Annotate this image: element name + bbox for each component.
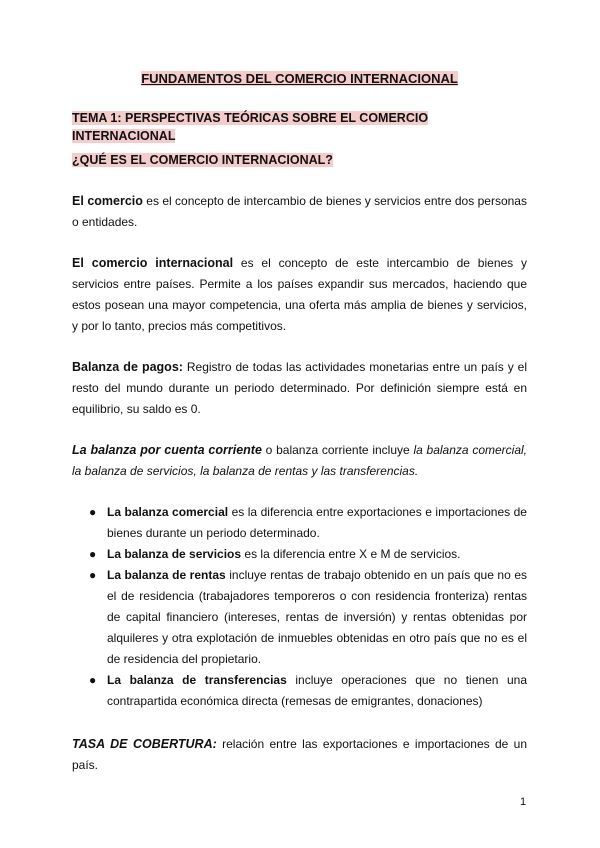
- bullet-term: La balanza de rentas: [107, 568, 226, 582]
- tema-heading-text: TEMA 1: PERSPECTIVAS TEÓRICAS SOBRE EL COMERCIO INTERNACIONAL: [72, 111, 429, 143]
- list-item: [72, 670, 527, 712]
- text-cuenta-corriente-italic: la balanza comercial, la balanza de servicios, la balanza de rentas y las transferencias.: [72, 443, 527, 478]
- paragraph-comercio: [72, 191, 527, 233]
- paragraph-balanza-pagos: [72, 357, 527, 420]
- list-item: [72, 544, 527, 565]
- paragraph-cuenta-corriente: [72, 440, 527, 482]
- term-cuenta-corriente: La balanza por cuenta corriente: [72, 443, 262, 457]
- bullet-icon: ●: [89, 673, 97, 687]
- list-item: [72, 565, 527, 670]
- term-comercio-internacional: El comercio internacional: [72, 256, 234, 270]
- bullet-icon: ●: [89, 568, 97, 582]
- bullet-icon: ●: [89, 547, 97, 561]
- bullet-term: La balanza comercial: [107, 505, 229, 519]
- bullet-icon: ●: [89, 505, 97, 519]
- bullet-text: es la diferencia entre exportaciones e importaciones de bienes durante un periodo determinado.: [107, 505, 527, 540]
- bullet-text: incluye rentas de trabajo obtenido en un país que no es el de residencia (trabajadores temporeros o con residencia fronteriza) rentas de capital financiero (intereses, rentas de inversión) y rentas obtenidas por alquileres y otra explotación de inmuebles obtenidas en otro país que no es el de residencia del propietario.: [107, 568, 527, 666]
- term-balanza-pagos: Balanza de pagos:: [72, 360, 183, 374]
- paragraph-comercio-internacional: [72, 253, 527, 337]
- section-question-text: ¿QUÉ ES EL COMERCIO INTERNACIONAL?: [72, 153, 333, 167]
- bullet-term: La balanza de transferencias: [107, 673, 287, 687]
- term-comercio: El comercio: [72, 194, 143, 208]
- term-tasa-cobertura: TASA DE COBERTURA:: [72, 737, 217, 751]
- text-cuenta-corriente: o balanza corriente incluye: [261, 443, 414, 457]
- page-number: 1: [520, 796, 527, 808]
- text-comercio: es el concepto de intercambio de bienes y servicios entre dos personas o entidades.: [72, 194, 527, 229]
- list-item: [72, 502, 527, 544]
- bullet-text: incluye operaciones que no tienen una contrapartida económica directa (remesas de emigrantes, donaciones): [107, 673, 527, 708]
- document-title: [72, 70, 527, 88]
- bullet-text: es la diferencia entre X e M de servicios.: [241, 547, 461, 561]
- text-balanza-pagos: Registro de todas las actividades monetarias entre un país y el resto del mundo durante un periodo determinado. Por definición siempre está en equilibrio, su saldo es 0.: [72, 360, 527, 416]
- document-title-text: FUNDAMENTOS DEL COMERCIO INTERNACIONAL: [141, 71, 458, 86]
- balanza-bullet-list: [72, 502, 527, 712]
- text-tasa-cobertura: relación entre las exportaciones e importaciones de un país.: [72, 737, 527, 772]
- bullet-term: La balanza de servicios: [107, 547, 242, 561]
- tema-heading: [72, 109, 527, 145]
- section-question: [72, 151, 527, 169]
- text-comercio-internacional: es el concepto de este intercambio de bienes y servicios entre países. Permite a los países expandir sus mercados, haciendo que estos posean una mayor competencia, una oferta más amplia de bienes y servicios, y por lo tanto, precios más competitivos.: [72, 256, 527, 333]
- paragraph-tasa-cobertura: [72, 734, 527, 776]
